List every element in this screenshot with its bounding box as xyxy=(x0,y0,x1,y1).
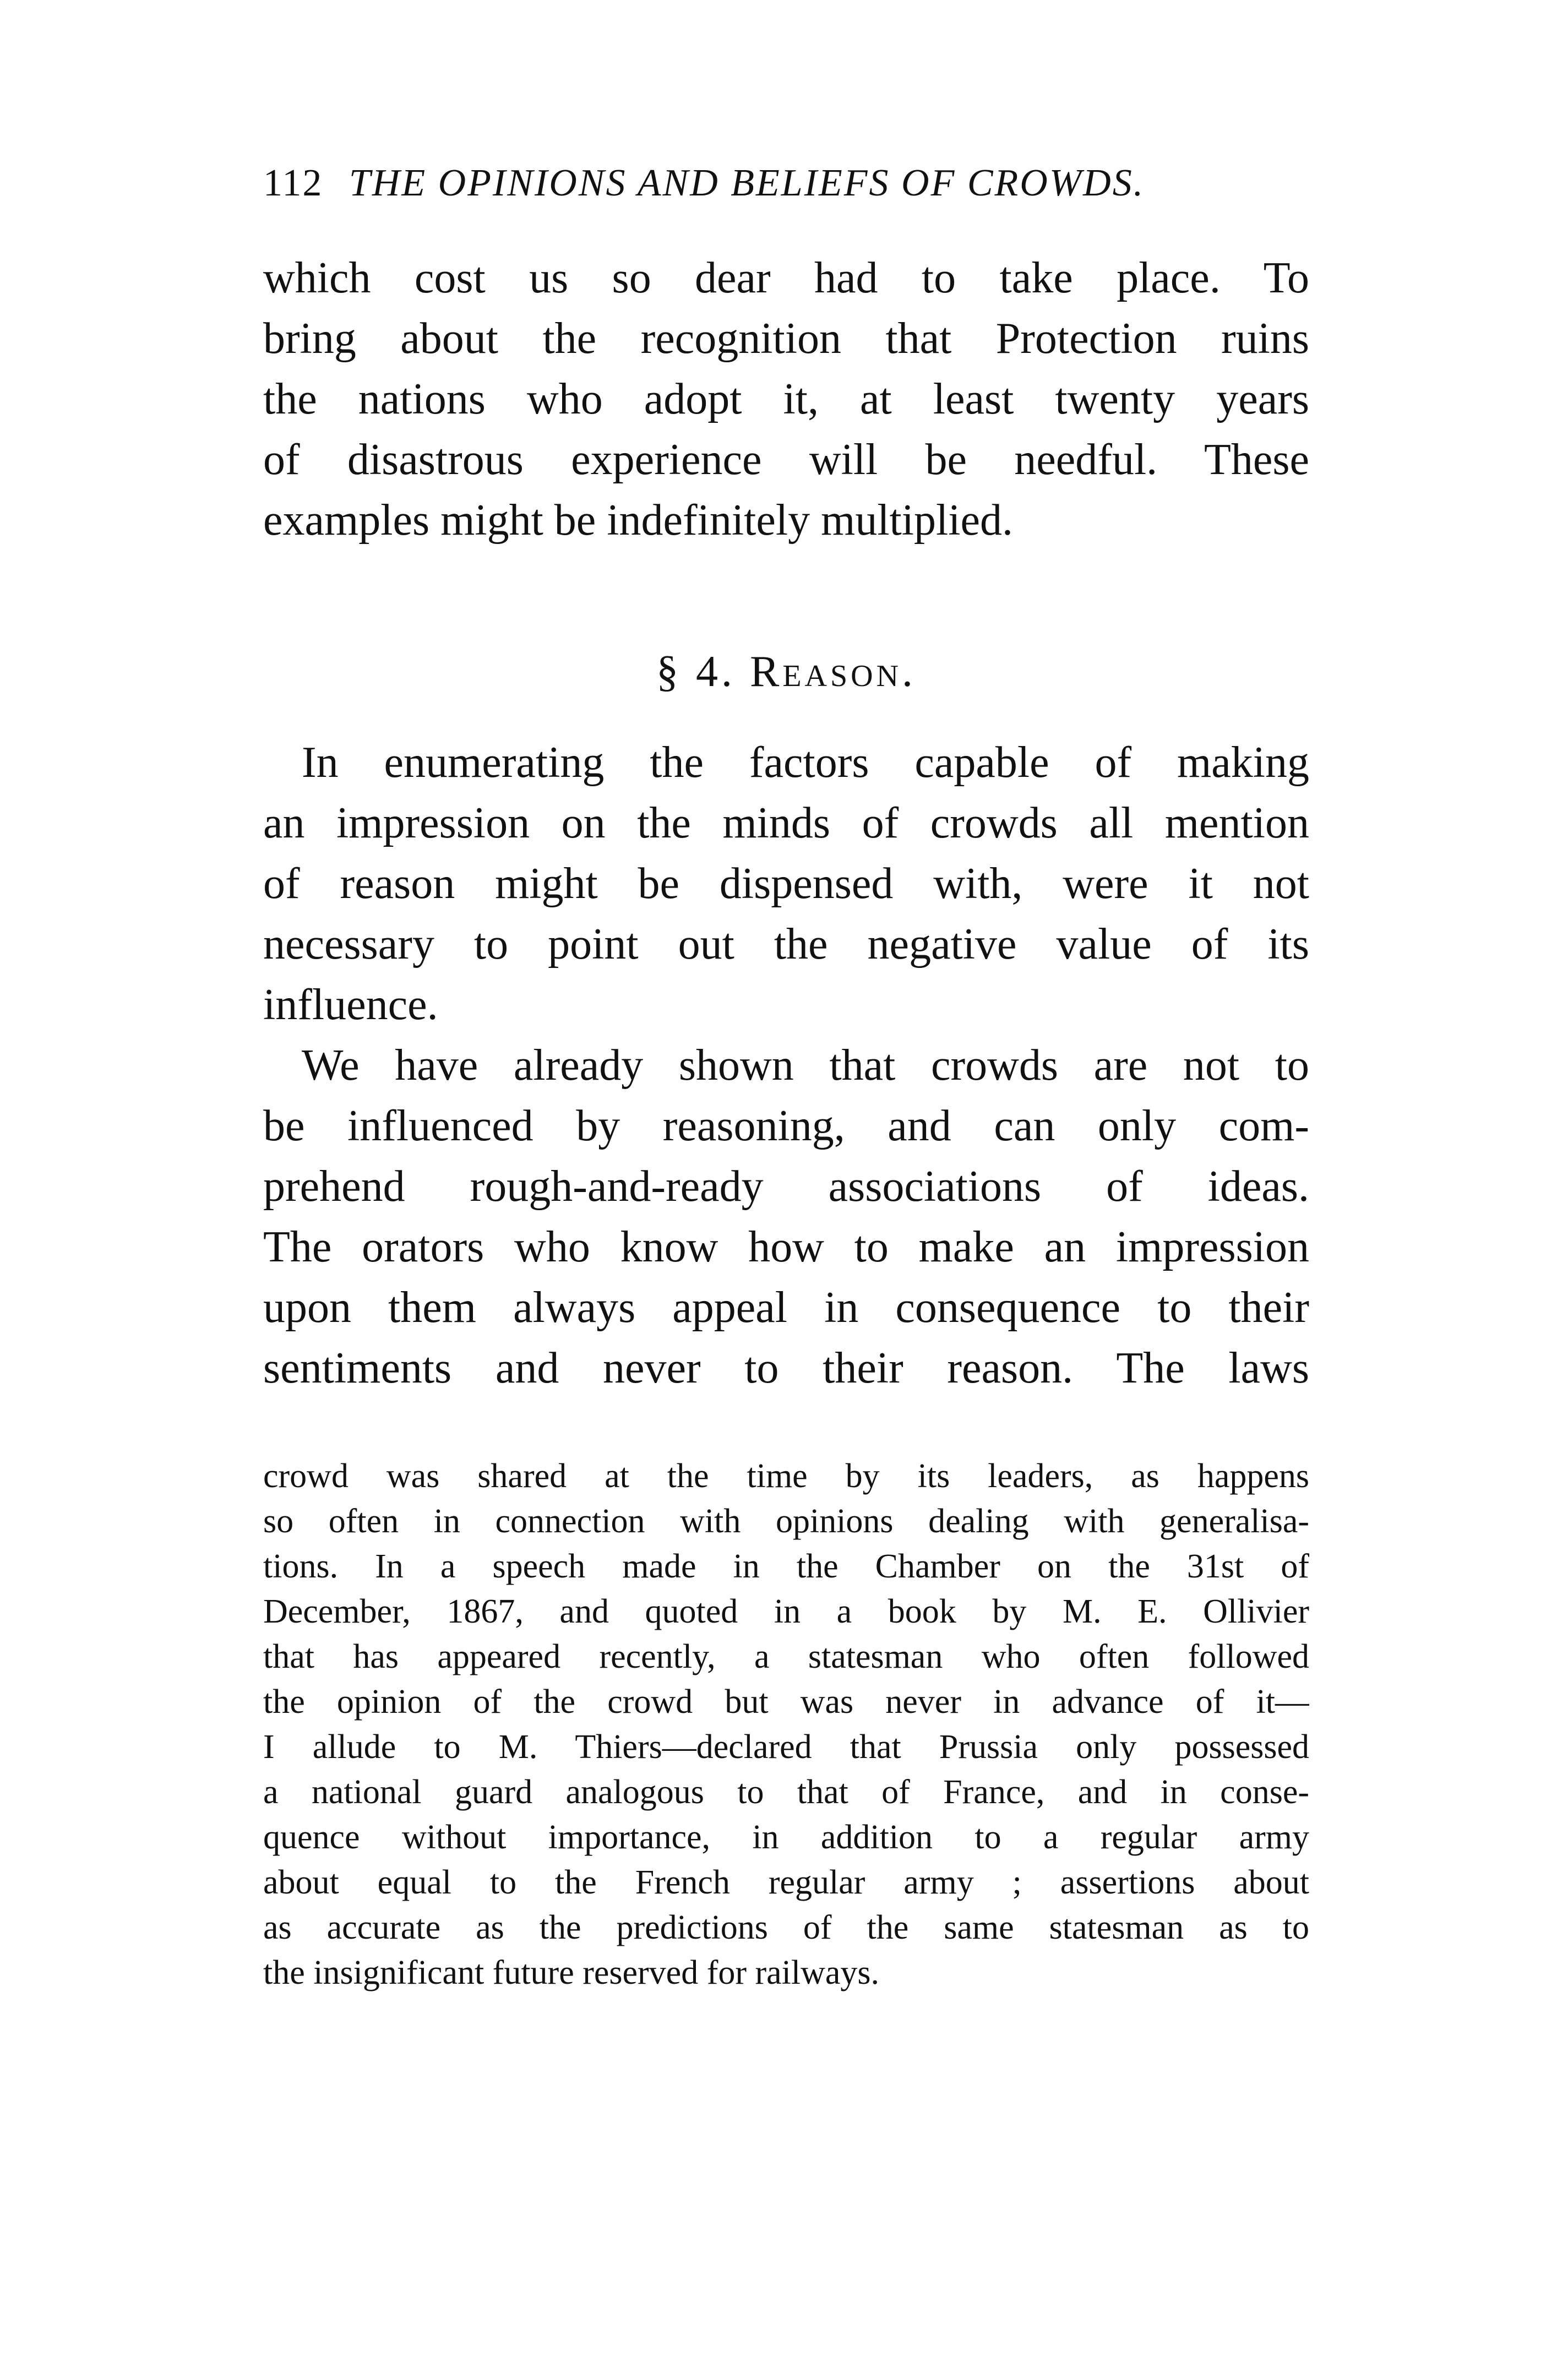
page-number: 112 xyxy=(263,162,323,204)
running-head xyxy=(263,159,1309,208)
paragraph-3-line: upon them always appeal in consequence to their xyxy=(263,1283,1309,1332)
paragraph-1-line: bring about the recognition that Protection ruins xyxy=(263,314,1309,363)
footnote-line: quence without importance, in addition to a regular army xyxy=(263,1819,1309,1856)
footnote-line: crowd was shared at the time by its leaders, as happens xyxy=(263,1457,1309,1495)
paragraph-2-line: In enumerating the factors capable of making xyxy=(302,738,1309,787)
paragraph-1-line: the nations who adopt it, at least twenty years xyxy=(263,375,1309,423)
paragraph-3-line: be influenced by reasoning, and can only com- xyxy=(263,1102,1309,1150)
footnote-line: the opinion of the crowd but was never in advance of it— xyxy=(263,1683,1309,1721)
footnote-line: about equal to the French regular army ; assertions about xyxy=(263,1864,1309,1901)
footnote-line: the insignificant future reserved for railways. xyxy=(263,1954,880,1991)
paragraph-2-line: necessary to point out the negative value of its xyxy=(263,920,1309,968)
running-title: THE OPINIONS AND BELIEFS OF CROWDS. xyxy=(349,162,1145,204)
paragraph-3-line: prehend rough-and-ready associations of ideas. xyxy=(263,1162,1309,1211)
paragraph-2 xyxy=(263,732,1309,1035)
paragraph-3-line: sentiments and never to their reason. The laws xyxy=(263,1344,1309,1392)
paragraph-1-line: examples might be indefinitely multiplied. xyxy=(263,496,1013,545)
footnote-line: a national guard analogous to that of France, and in conse- xyxy=(263,1773,1309,1811)
footnote-line: December, 1867, and quoted in a book by M. E. Ollivier xyxy=(263,1593,1309,1630)
footnote-line: tions. In a speech made in the Chamber on the 31st of xyxy=(263,1548,1309,1585)
paragraph-3-line: We have already shown that crowds are not to xyxy=(302,1041,1309,1090)
paragraph-1-line: which cost us so dear had to take place. To xyxy=(263,254,1309,302)
footnote-line: so often in connection with opinions dealing with generalisa- xyxy=(263,1503,1309,1540)
paragraph-2-line: influence. xyxy=(263,981,438,1029)
paragraph-1-line: of disastrous experience will be needful. These xyxy=(263,436,1309,484)
paragraph-3 xyxy=(263,1035,1309,1398)
footnote xyxy=(263,1454,1309,1995)
section-heading: § 4. Reason. xyxy=(656,647,917,696)
paragraph-2-line: an impression on the minds of crowds all mention xyxy=(263,799,1309,847)
footnote-line: that has appeared recently, a statesman who often followed xyxy=(263,1638,1309,1675)
paragraph-2-line: of reason might be dispensed with, were it not xyxy=(263,859,1309,908)
footnote-line: I allude to M. Thiers—declared that Prussia only possessed xyxy=(263,1728,1309,1766)
paragraph-3-line: The orators who know how to make an impression xyxy=(263,1223,1309,1271)
paragraph-1 xyxy=(263,248,1309,551)
footnote-line: as accurate as the predictions of the same statesman as to xyxy=(263,1909,1309,1946)
